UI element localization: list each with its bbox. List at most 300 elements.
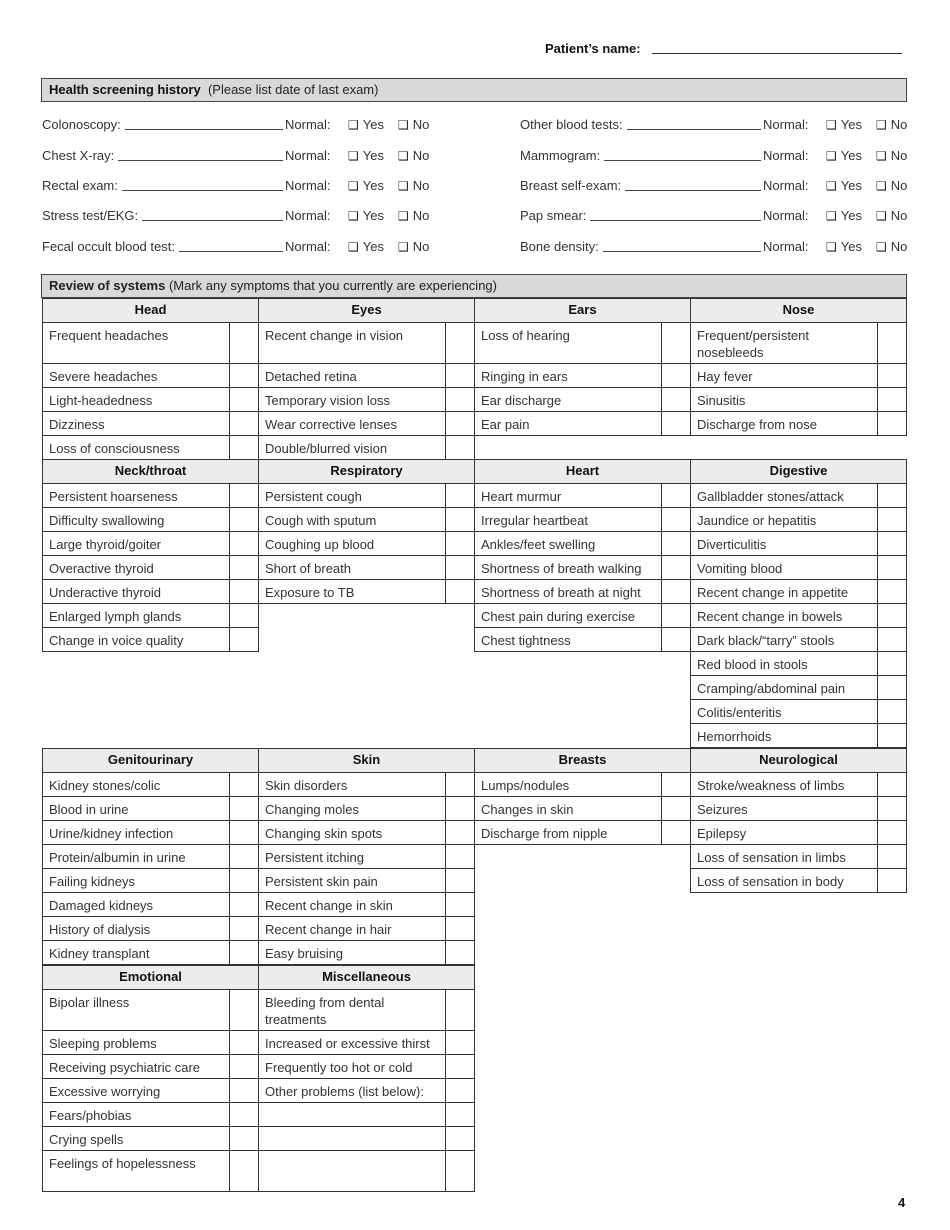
category-genitourinary: Genitourinary [42,748,259,773]
symptom-row [258,322,475,364]
symptom-checkbox[interactable] [877,532,906,555]
normal-no-option[interactable] [398,176,429,196]
symptom-label: Lumps/nodules [481,778,570,793]
symptom-row [42,363,259,388]
symptom-checkbox[interactable] [445,893,474,916]
symptom-label: Detached retina [265,369,357,384]
symptom-checkbox[interactable] [877,700,906,723]
review-of-systems-header [41,274,907,298]
symptom-row [690,868,907,893]
symptom-row [258,892,475,917]
symptom-label: Loss of sensation in limbs [697,850,846,865]
normal-yes-option[interactable] [826,206,862,226]
symptom-label: Difficulty swallowing [49,513,165,528]
symptom-row [690,387,907,412]
screening-date-field[interactable] [604,160,761,161]
screening-label: Stress test/EKG: [42,208,139,223]
symptom-label: Receiving psychiatric care [49,1060,201,1075]
symptom-checkbox[interactable] [229,1151,258,1191]
symptom-row [474,772,691,797]
symptom-checkbox[interactable] [229,1079,258,1102]
normal-no-option[interactable] [876,176,907,196]
symptom-row [42,868,259,893]
option-label: No [890,208,908,223]
screening-date-field[interactable] [603,251,761,252]
symptom-checkbox[interactable] [445,1103,474,1126]
category-eyes: Eyes [258,298,475,323]
symptom-checkbox[interactable] [661,323,690,363]
symptom-label: Ringing in ears [481,369,568,384]
symptom-label: Recent change in skin [265,898,393,913]
checkbox-icon[interactable]: ❑ [826,149,837,163]
symptom-checkbox[interactable] [877,724,906,747]
normal-yes-option[interactable] [826,146,862,166]
checkbox-icon[interactable]: ❑ [876,118,887,132]
symptom-label: Protein/albumin in urine [49,850,186,865]
symptom-checkbox[interactable] [229,917,258,940]
checkbox-icon[interactable]: ❑ [876,179,887,193]
category-heart: Heart [474,459,691,484]
page-number: 4 [898,1195,906,1210]
symptom-label: Frequent headaches [49,328,169,343]
category-emotional: Emotional [42,965,259,990]
symptom-checkbox[interactable] [877,821,906,844]
symptom-label: Frequent/persistent nosebleeds [697,328,810,360]
symptom-label: Epilepsy [697,826,747,841]
symptom-row [42,772,259,797]
symptom-row [474,322,691,364]
symptom-label: Severe headaches [49,369,158,384]
symptom-checkbox[interactable] [877,323,906,363]
symptom-label: Cough with sputum [265,513,377,528]
symptom-row [474,820,691,845]
symptom-row [690,772,907,797]
symptom-row [42,603,259,628]
symptom-label: Dizziness [49,417,105,432]
checkbox-icon[interactable]: ❑ [826,179,837,193]
symptom-row [690,796,907,821]
symptom-label: Kidney stones/colic [49,778,161,793]
symptom-checkbox[interactable] [877,556,906,579]
category-ears: Ears [474,298,691,323]
symptom-label: Double/blurred vision [265,441,388,456]
symptom-checkbox[interactable] [877,652,906,675]
symptom-checkbox[interactable] [445,869,474,892]
checkbox-icon[interactable]: ❑ [398,118,409,132]
symptom-checkbox[interactable] [877,628,906,651]
normal-label: Normal: [763,208,809,223]
symptom-row [258,796,475,821]
normal-no-option[interactable] [398,237,429,257]
symptom-checkbox[interactable] [229,556,258,579]
symptom-label: Large thyroid/goiter [49,537,162,552]
symptom-label: Discharge from nose [697,417,817,432]
option-label: Yes [362,148,384,163]
checkbox-icon[interactable]: ❑ [826,118,837,132]
symptom-checkbox[interactable] [877,676,906,699]
symptom-checkbox[interactable] [229,604,258,627]
symptom-label: Hay fever [697,369,753,384]
symptom-row [42,483,259,508]
symptom-checkbox[interactable] [445,388,474,411]
symptom-row [42,1078,259,1103]
normal-no-option[interactable] [398,206,429,226]
symptom-checkbox[interactable] [229,580,258,603]
category-miscellaneous: Miscellaneous [258,965,475,990]
symptom-label: Bleeding from dental treatments [265,995,385,1027]
symptom-checkbox[interactable] [877,508,906,531]
symptom-checkbox[interactable] [229,436,258,459]
symptom-label: Hemorrhoids [697,729,772,744]
symptom-checkbox[interactable] [445,412,474,435]
symptom-checkbox[interactable] [445,436,474,459]
symptom-row [690,820,907,845]
symptom-row [690,651,907,676]
symptom-checkbox[interactable] [877,364,906,387]
normal-label: Normal: [763,148,809,163]
checkbox-icon[interactable]: ❑ [348,149,359,163]
option-label: Yes [362,239,384,254]
symptom-label: Jaundice or hepatitis [697,513,817,528]
symptom-checkbox[interactable] [445,845,474,868]
symptom-row [258,363,475,388]
symptom-label: Persistent hoarseness [49,489,178,504]
symptom-label: Blood in urine [49,802,129,817]
symptom-row [690,603,907,628]
symptom-row [474,627,691,652]
normal-yes-option[interactable] [348,206,384,226]
symptom-label: Wear corrective lenses [265,417,397,432]
screening-date-field[interactable] [122,190,283,191]
normal-no-option[interactable] [876,237,907,257]
symptom-row [258,411,475,436]
normal-label: Normal: [285,239,331,254]
symptom-checkbox[interactable] [661,773,690,796]
symptom-label: Failing kidneys [49,874,135,889]
symptom-row [42,1150,259,1192]
health-screening-header [41,78,907,102]
symptom-label: Overactive thyroid [49,561,154,576]
symptom-checkbox[interactable] [877,388,906,411]
screening-date-field[interactable] [125,129,283,130]
symptom-label: Gallbladder stones/attack [697,489,844,504]
normal-no-option[interactable] [398,146,429,166]
symptom-row [258,531,475,556]
symptom-checkbox[interactable] [229,323,258,363]
symptom-row [258,868,475,893]
symptom-label: Shortness of breath walking [481,561,642,576]
symptom-checkbox[interactable] [445,1031,474,1054]
screening-label: Other blood tests: [520,117,623,132]
symptom-label: Stroke/weakness of limbs [697,778,845,793]
symptom-label: Persistent itching [265,850,364,865]
screening-row [42,115,442,135]
symptom-checkbox[interactable] [445,323,474,363]
symptom-row [258,844,475,869]
symptom-checkbox[interactable] [877,797,906,820]
symptom-row [42,555,259,580]
symptom-row [258,820,475,845]
symptom-checkbox[interactable] [445,1079,474,1102]
symptom-label: Recent change in hair [265,922,392,937]
symptom-checkbox[interactable] [877,484,906,507]
symptom-row [474,555,691,580]
category-neck-throat: Neck/throat [42,459,259,484]
symptom-checkbox[interactable] [445,1127,474,1150]
symptom-row [258,1054,475,1079]
screening-date-field[interactable] [590,220,761,221]
symptom-checkbox[interactable] [661,388,690,411]
symptom-checkbox[interactable] [229,869,258,892]
symptom-checkbox[interactable] [445,508,474,531]
symptom-label: Heart murmur [481,489,562,504]
symptom-checkbox[interactable] [229,508,258,531]
symptom-row [258,579,475,604]
symptom-checkbox[interactable] [661,821,690,844]
symptom-row [690,627,907,652]
screening-date-field[interactable] [627,129,761,130]
review-of-systems-subtitle: (Mark any symptoms that you currently are experiencing) [168,278,497,293]
symptom-label: Short of breath [265,561,351,576]
screening-label: Breast self-exam: [520,178,622,193]
symptom-checkbox[interactable] [877,773,906,796]
symptom-checkbox[interactable] [229,484,258,507]
patient-name-field[interactable] [652,53,902,54]
symptom-checkbox[interactable] [877,580,906,603]
symptom-label: History of dialysis [49,922,151,937]
category-nose: Nose [690,298,907,323]
symptom-label: Light-headedness [49,393,153,408]
symptom-checkbox[interactable] [229,773,258,796]
symptom-checkbox[interactable] [229,532,258,555]
symptom-checkbox[interactable] [229,797,258,820]
screening-label: Pap smear: [520,208,587,223]
symptom-checkbox[interactable] [445,580,474,603]
symptom-label: Change in voice quality [49,633,184,648]
screening-row [42,206,442,226]
option-label: No [412,208,430,223]
symptom-row [690,579,907,604]
symptom-checkbox[interactable] [229,1127,258,1150]
symptom-checkbox[interactable] [661,508,690,531]
symptom-checkbox[interactable] [445,364,474,387]
symptom-checkbox[interactable] [229,1103,258,1126]
symptom-label: Irregular heartbeat [481,513,588,528]
normal-label: Normal: [763,178,809,193]
symptom-checkbox[interactable] [877,412,906,435]
normal-no-option[interactable] [876,206,907,226]
normal-no-option[interactable] [876,115,907,135]
option-label: Yes [840,239,862,254]
symptom-label: Loss of hearing [481,328,570,343]
category-respiratory: Respiratory [258,459,475,484]
symptom-checkbox[interactable] [229,1031,258,1054]
symptom-label: Frequently too hot or cold [265,1060,413,1075]
symptom-row [474,507,691,532]
symptom-row [258,1030,475,1055]
symptom-checkbox[interactable] [229,412,258,435]
screening-row [42,146,442,166]
screening-row [42,237,442,257]
symptom-checkbox[interactable] [229,821,258,844]
symptom-label: Kidney transplant [49,946,150,961]
checkbox-icon[interactable]: ❑ [398,240,409,254]
symptom-row [258,555,475,580]
screening-date-field[interactable] [625,190,761,191]
symptom-checkbox[interactable] [229,893,258,916]
normal-yes-option[interactable] [348,176,384,196]
screening-date-field[interactable] [118,160,283,161]
symptom-checkbox[interactable] [445,1055,474,1078]
normal-yes-option[interactable] [348,237,384,257]
symptom-row [42,892,259,917]
symptom-checkbox[interactable] [229,388,258,411]
checkbox-icon[interactable]: ❑ [348,179,359,193]
normal-yes-option[interactable] [348,115,384,135]
symptom-checkbox[interactable] [661,364,690,387]
symptom-row [258,507,475,532]
checkbox-icon[interactable]: ❑ [876,209,887,223]
screening-date-field[interactable] [179,251,283,252]
symptom-checkbox[interactable] [445,821,474,844]
symptom-label: Excessive worrying [49,1084,161,1099]
symptom-row [258,1102,475,1127]
symptom-label: Discharge from nipple [481,826,608,841]
symptom-checkbox[interactable] [229,628,258,651]
symptom-row [690,507,907,532]
checkbox-icon[interactable]: ❑ [398,209,409,223]
symptom-label: Vomiting blood [697,561,783,576]
symptom-checkbox[interactable] [445,990,474,1030]
symptom-row [690,555,907,580]
symptom-checkbox[interactable] [661,484,690,507]
symptom-label: Seizures [697,802,748,817]
normal-yes-option[interactable] [826,176,862,196]
symptom-checkbox[interactable] [877,869,906,892]
symptom-checkbox[interactable] [445,484,474,507]
symptom-checkbox[interactable] [445,773,474,796]
symptom-checkbox[interactable] [661,580,690,603]
symptom-row [690,723,907,748]
symptom-checkbox[interactable] [229,990,258,1030]
symptom-label: Recent change in appetite [697,585,849,600]
normal-yes-option[interactable] [348,146,384,166]
option-label: No [412,148,430,163]
symptom-label: Exposure to TB [265,585,355,600]
screening-row [520,115,920,135]
symptom-row [42,411,259,436]
checkbox-icon[interactable]: ❑ [826,240,837,254]
normal-no-option[interactable] [398,115,429,135]
symptom-checkbox[interactable] [877,845,906,868]
symptom-row [474,387,691,412]
screening-label: Chest X-ray: [42,148,115,163]
symptom-row [690,363,907,388]
symptom-label: Colitis/enteritis [697,705,782,720]
symptom-checkbox[interactable] [229,845,258,868]
symptom-row [42,531,259,556]
symptom-checkbox[interactable] [661,797,690,820]
symptom-label: Fears/phobias [49,1108,132,1123]
symptom-row [690,322,907,364]
symptom-label: Chest tightness [481,633,571,648]
symptom-label: Dark black/“tarry” stools [697,633,835,648]
symptom-row [474,411,691,436]
checkbox-icon[interactable]: ❑ [826,209,837,223]
symptom-label: Shortness of breath at night [481,585,641,600]
checkbox-icon[interactable]: ❑ [348,209,359,223]
symptom-row [42,627,259,652]
symptom-checkbox[interactable] [661,412,690,435]
option-label: Yes [840,148,862,163]
normal-no-option[interactable] [876,146,907,166]
symptom-checkbox[interactable] [445,532,474,555]
checkbox-icon[interactable]: ❑ [398,149,409,163]
normal-yes-option[interactable] [826,115,862,135]
checkbox-icon[interactable]: ❑ [876,240,887,254]
symptom-label: Sleeping problems [49,1036,157,1051]
option-label: No [890,239,908,254]
checkbox-icon[interactable]: ❑ [398,179,409,193]
symptom-label: Crying spells [49,1132,124,1147]
symptom-checkbox[interactable] [661,532,690,555]
option-label: No [412,117,430,132]
symptom-checkbox[interactable] [877,604,906,627]
checkbox-icon[interactable]: ❑ [876,149,887,163]
normal-yes-option[interactable] [826,237,862,257]
symptom-checkbox[interactable] [661,556,690,579]
checkbox-icon[interactable]: ❑ [348,240,359,254]
symptom-checkbox[interactable] [661,604,690,627]
symptom-row [474,603,691,628]
symptom-label: Loss of sensation in body [697,874,844,889]
screening-label: Mammogram: [520,148,601,163]
symptom-checkbox[interactable] [445,556,474,579]
symptom-checkbox[interactable] [445,941,474,964]
symptom-checkbox[interactable] [229,941,258,964]
option-label: Yes [362,178,384,193]
screening-row [520,176,920,196]
symptom-row [42,916,259,941]
symptom-label: Easy bruising [265,946,344,961]
symptom-checkbox[interactable] [229,364,258,387]
symptom-row [42,322,259,364]
symptom-checkbox[interactable] [445,1151,474,1191]
symptom-row [42,1102,259,1127]
symptom-row [690,844,907,869]
symptom-row [258,1078,475,1103]
symptom-label: Ear pain [481,417,530,432]
symptom-label: Increased or excessive thirst [265,1036,430,1051]
checkbox-icon[interactable]: ❑ [348,118,359,132]
option-label: No [890,148,908,163]
symptom-row [42,940,259,965]
symptom-checkbox[interactable] [661,628,690,651]
normal-label: Normal: [285,208,331,223]
normal-label: Normal: [285,178,331,193]
symptom-label: Chest pain during exercise [481,609,635,624]
symptom-checkbox[interactable] [229,1055,258,1078]
symptom-label: Ankles/feet swelling [481,537,596,552]
symptom-row [474,531,691,556]
symptom-row [42,507,259,532]
symptom-label: Changing moles [265,802,359,817]
screening-date-field[interactable] [142,220,283,221]
screening-label: Rectal exam: [42,178,118,193]
symptom-checkbox[interactable] [445,917,474,940]
symptom-checkbox[interactable] [445,797,474,820]
symptom-row [42,796,259,821]
